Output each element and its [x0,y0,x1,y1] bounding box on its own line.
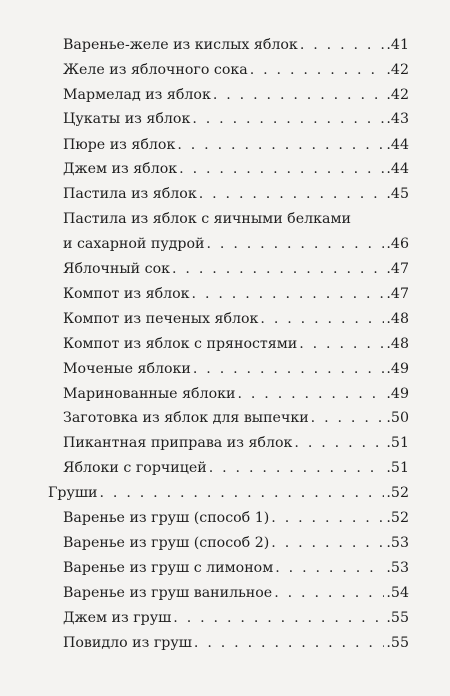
toc-entry [63,61,409,79]
toc-entry-page: .49 [386,361,409,377]
toc-entry [63,459,409,477]
toc-entry-page: .41 [386,37,409,53]
toc-entry-title: и сахарной пудрой [63,236,205,252]
toc-entry [63,235,409,253]
dot-leader [193,360,385,378]
dot-leader [274,584,384,602]
toc-entry-title: Заготовка из яблок для выпечки [63,410,309,426]
dot-leader [172,260,384,278]
toc-entry-title: Моченые яблоки [63,361,191,377]
toc-entry [63,559,409,577]
toc-entry-page: .42 [386,87,409,103]
toc-entry-title: Джем из яблок [63,161,178,177]
dot-leader [207,235,385,253]
toc-entry [63,285,409,303]
toc-entry [63,360,409,378]
toc-entry-title: Повидло из груш [63,635,192,651]
toc-entry-title-wrapped: Пастила из яблок с яичными белками [63,211,351,227]
toc-entry [63,434,409,452]
toc-entry-page: .55 [386,635,409,651]
toc-entry-title: Пюре из яблок [63,137,176,153]
toc-entry-page: .48 [386,336,409,352]
toc-entry-title: Пикантная приправа из яблок [63,435,293,451]
dot-leader [199,185,385,203]
toc-entry [63,36,409,54]
toc-entry-title: Джем из груш [63,610,172,626]
toc-entry-title: Компот из яблок с пряностями [63,336,298,352]
toc-entry-page: .47 [386,261,409,277]
toc-entry-title: Компот из яблок [63,286,190,302]
toc-entry-page: .51 [386,460,409,476]
dot-leader [194,634,385,652]
toc-entry-page: .53 [386,535,409,551]
dot-leader [294,434,384,452]
dot-leader [260,310,384,328]
toc-entry-title: Маринованные яблоки [63,386,236,402]
toc-entry [63,509,409,527]
toc-entry-title: Варенье из груш (способ 1) [63,510,270,526]
dot-leader [209,459,385,477]
toc-entry [63,136,409,154]
dot-leader [300,36,385,54]
toc-entry-title: Яблоки с горчицей [63,460,207,476]
dot-leader [250,61,385,79]
toc-entry-title: Варенье из груш с лимоном [63,560,274,576]
toc-entry-page: .44 [386,161,409,177]
dot-leader [275,559,384,577]
dot-leader [192,285,385,303]
toc-entry [63,584,409,602]
toc-section [48,484,409,502]
toc-entry [63,260,409,278]
toc-entry-title: Пастила из яблок [63,186,197,202]
toc-entry [63,110,409,128]
toc-entry [63,409,409,427]
dot-leader [311,409,385,427]
toc-entry-page: .47 [386,286,409,302]
dot-leader [173,609,384,627]
toc-entry [63,335,409,353]
dot-leader [237,385,384,403]
toc-entry-page: .50 [386,410,409,426]
toc-entry [63,310,409,328]
toc-entry-title: Варенье из груш (способ 2) [63,535,270,551]
toc-entry-page: .46 [386,236,409,252]
toc-section-page: .52 [386,485,409,501]
dot-leader [213,86,385,104]
toc-entry [63,185,409,203]
toc-entry-page: .52 [386,510,409,526]
toc-entry-title: Варенье-желе из кислых яблок [63,37,298,53]
dot-leader [179,160,384,178]
toc-entry-page: .42 [386,62,409,78]
toc-entry [63,534,409,552]
dot-leader [177,136,384,154]
toc-entry-page: .48 [386,311,409,327]
dot-leader [271,509,384,527]
toc-entry [63,385,409,403]
toc-entry-title: Компот из печеных яблок [63,311,259,327]
toc-entry-title: Мармелад из яблок [63,87,211,103]
toc-entry-page: .54 [386,585,409,601]
toc-entry-page: .51 [386,435,409,451]
toc-entry-page: .43 [386,111,409,127]
toc-entry-page: .49 [386,386,409,402]
toc-entry-page: .53 [386,560,409,576]
toc-entry-page: .44 [386,137,409,153]
toc-entry-page: .55 [386,610,409,626]
dot-leader [192,110,384,128]
toc-entry-title: Желе из яблочного сока [63,62,248,78]
toc-entry [63,160,409,178]
toc-entry-title: Варенье из груш ванильное [63,585,273,601]
toc-entry-title: Цукаты из яблок [63,111,191,127]
dot-leader [271,534,384,552]
toc-entry-page: .45 [386,186,409,202]
toc-section-title: Груши [48,485,98,501]
toc-entry [63,634,409,652]
dot-leader [99,484,384,502]
toc-entry-title: Яблочный сок [63,261,171,277]
toc-entry [63,609,409,627]
dot-leader [299,335,384,353]
toc-entry [63,86,409,104]
